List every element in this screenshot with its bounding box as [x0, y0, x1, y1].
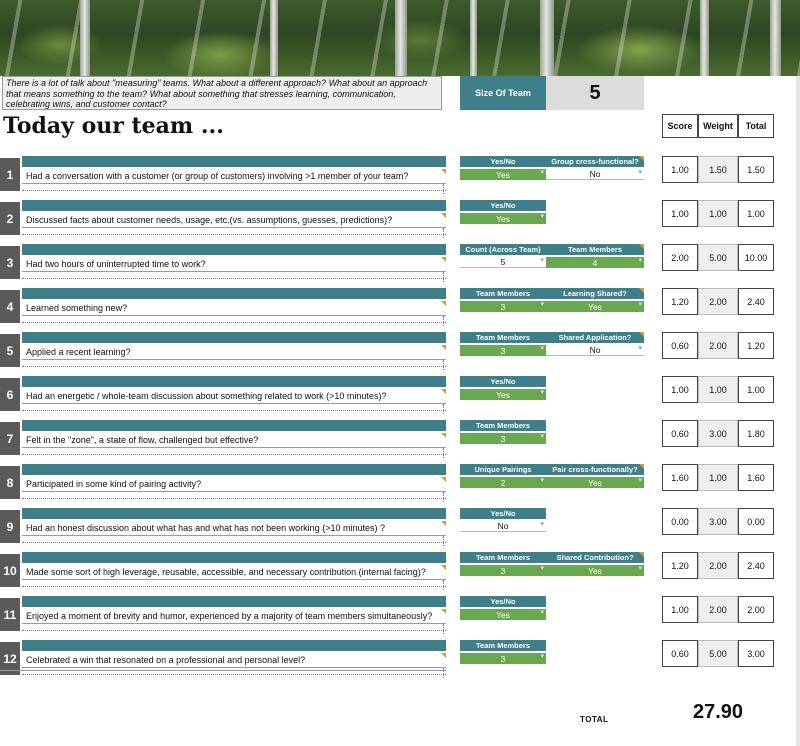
row-separator [22, 674, 446, 675]
tree-trunk [470, 0, 477, 76]
tree-trunk [770, 0, 781, 76]
question-text: Had an honest discussion about what has and what has not been working (>10 minutes) ? [22, 521, 446, 536]
question-text: Learned something new? [22, 301, 446, 316]
size-of-team-label: Size Of Team [460, 76, 546, 110]
cell-border [443, 316, 444, 326]
row-separator [22, 542, 446, 543]
row-total-cell: 3.00 [738, 640, 774, 667]
question-header-bar [22, 156, 446, 167]
column-1-header: Team Members [460, 332, 546, 343]
score-cell: 1.20 [662, 288, 698, 315]
row-separator [22, 410, 446, 411]
column-1-header: Yes/No [460, 156, 546, 167]
question-text: Made some sort of high leverage, reusable, accessible, and necessary contribution (internal facing)? [22, 565, 446, 580]
column-1-header: Team Members [460, 640, 546, 651]
score-cell: 0.00 [662, 508, 698, 535]
row-separator [22, 630, 446, 631]
column-1-value-dropdown[interactable]: Yes ▾ [460, 169, 546, 180]
question-header-bar [22, 200, 446, 211]
column-2-header: Group cross-functional? [546, 156, 644, 167]
row-total-cell: 1.00 [738, 376, 774, 403]
column-1-value-dropdown[interactable]: No ▾ [460, 521, 546, 532]
question-text: Celebrated a win that resonated on a professional and personal level? [22, 653, 446, 668]
column-1-header: Yes/No [460, 200, 546, 211]
question-number: 6 [0, 378, 20, 411]
row-separator [22, 586, 446, 587]
column-1-header: Count (Across Team) [460, 244, 546, 255]
tree-trunk [270, 0, 278, 76]
weight-cell[interactable]: 2.00 [698, 552, 738, 579]
row-total-cell: 0.00 [738, 508, 774, 535]
score-cell: 0.60 [662, 332, 698, 359]
column-1-header: Team Members [460, 552, 546, 563]
column-1-header: Yes/No [460, 508, 546, 519]
question-number: 12 [0, 642, 20, 675]
weight-cell[interactable]: 1.50 [698, 156, 738, 183]
page-title: Today our team ... [3, 113, 224, 139]
question-header-bar [22, 464, 446, 475]
question-number: 3 [0, 246, 20, 279]
column-2-value-dropdown[interactable]: Yes ▾ [546, 477, 644, 488]
question-text: Had two hours of uninterrupted time to work? [22, 257, 446, 272]
total-value: 27.90 [692, 701, 744, 723]
question-header-bar [22, 596, 446, 607]
weight-cell[interactable]: 5.00 [698, 244, 738, 271]
question-header-bar [22, 640, 446, 651]
total-header: Total [738, 114, 774, 138]
column-1-value-dropdown[interactable]: 3 ▾ [460, 345, 546, 356]
weight-cell[interactable]: 2.00 [698, 288, 738, 315]
row-separator [22, 498, 446, 499]
score-cell: 2.00 [662, 244, 698, 271]
cell-border [443, 272, 444, 282]
intro-text: There is a lot of talk about "measuring" teams. What about a different approach? What about an approach that means something to the team? What about something that stresses learning, communication, celebrating wins, and customer contact? [2, 76, 442, 110]
question-header-bar [22, 244, 446, 255]
weight-cell[interactable]: 3.00 [698, 420, 738, 447]
column-1-value-dropdown[interactable]: 2 ▾ [460, 477, 546, 488]
question-number: 2 [0, 202, 20, 235]
row-separator [22, 454, 446, 455]
column-2-value-dropdown[interactable]: Yes ▾ [546, 565, 644, 576]
column-2-header: Shared Application? [546, 332, 644, 343]
question-header-bar [22, 552, 446, 563]
row-total-cell: 2.40 [738, 288, 774, 315]
row-separator [22, 190, 446, 191]
total-label: TOTAL [580, 715, 609, 724]
column-1-value-dropdown[interactable]: 3 ▾ [460, 433, 546, 444]
question-text: Participated in some kind of pairing activity? [22, 477, 446, 492]
question-number: 8 [0, 466, 20, 499]
column-1-value-dropdown[interactable]: 3 ▾ [460, 565, 546, 576]
weight-cell[interactable]: 2.00 [698, 596, 738, 623]
score-cell: 1.00 [662, 156, 698, 183]
question-text: Applied a recent learning? [22, 345, 446, 360]
question-header-bar [22, 288, 446, 299]
tree-trunk [700, 0, 709, 76]
question-text: Discussed facts about customer needs, usage, etc.(vs. assumptions, guesses, predictions)? [22, 213, 446, 228]
column-2-header: Shared Contribution? [546, 552, 644, 563]
cell-border [443, 536, 444, 546]
cell-border [443, 360, 444, 370]
column-1-header: Yes/No [460, 596, 546, 607]
question-header-bar [22, 332, 446, 343]
cell-border [443, 448, 444, 458]
score-cell: 1.00 [662, 596, 698, 623]
weight-cell[interactable]: 1.00 [698, 464, 738, 491]
column-1-value-dropdown[interactable]: 3 ▾ [460, 653, 546, 664]
row-total-cell: 2.40 [738, 552, 774, 579]
table-bottom-rule [0, 670, 446, 671]
row-separator [22, 278, 446, 279]
cell-border [443, 228, 444, 238]
cell-border [443, 184, 444, 194]
column-2-header: Learning Shared? [546, 288, 644, 299]
cell-border [443, 624, 444, 634]
column-1-value-dropdown[interactable]: Yes ▾ [460, 213, 546, 224]
column-1-header: Team Members [460, 420, 546, 431]
cell-border [443, 580, 444, 590]
column-1-header: Team Members [460, 288, 546, 299]
page-edge [796, 76, 800, 746]
score-cell: 0.60 [662, 420, 698, 447]
column-2-header: Pair cross-functionally? [546, 464, 644, 475]
row-separator [22, 234, 446, 235]
question-text: Enjoyed a moment of brevity and humor, experienced by a majority of team members simultaneously? [22, 609, 446, 624]
score-cell: 1.00 [662, 200, 698, 227]
tree-trunk [80, 0, 90, 76]
row-separator [22, 322, 446, 323]
cell-border [443, 404, 444, 414]
weight-header: Weight [698, 114, 738, 138]
question-header-bar [22, 420, 446, 431]
score-header: Score [662, 114, 698, 138]
question-number: 4 [0, 290, 20, 323]
column-1-header: Yes/No [460, 376, 546, 387]
row-total-cell: 1.80 [738, 420, 774, 447]
weight-cell[interactable]: 2.00 [698, 332, 738, 359]
column-2-value-dropdown[interactable]: Yes ▾ [546, 301, 644, 312]
question-number: 5 [0, 334, 20, 367]
score-cell: 1.60 [662, 464, 698, 491]
question-text: Had an energetic / whole-team discussion about something related to work (>10 minutes)? [22, 389, 446, 404]
question-header-bar [22, 376, 446, 387]
cell-border [443, 492, 444, 502]
weight-cell[interactable]: 1.00 [698, 376, 738, 403]
tree-trunk [395, 0, 407, 76]
question-number: 10 [0, 554, 20, 587]
score-cell: 0.60 [662, 640, 698, 667]
weight-cell[interactable]: 3.00 [698, 508, 738, 535]
question-header-bar [22, 508, 446, 519]
tree-trunk [540, 0, 554, 76]
forest-banner-image [0, 0, 800, 76]
row-total-cell: 2.00 [738, 596, 774, 623]
question-number: 7 [0, 422, 20, 455]
column-1-value-dropdown[interactable]: 5 ▾ [460, 257, 546, 268]
column-2-header: Team Members [546, 244, 644, 255]
row-total-cell: 1.20 [738, 332, 774, 359]
question-number: 11 [0, 598, 20, 631]
column-2-value-dropdown[interactable]: No ▾ [546, 169, 644, 180]
column-1-value-dropdown[interactable]: Yes ▾ [460, 609, 546, 620]
score-cell: 1.20 [662, 552, 698, 579]
row-separator [22, 366, 446, 367]
column-2-value-dropdown[interactable]: No ▾ [546, 345, 644, 356]
weight-cell[interactable]: 5.00 [698, 640, 738, 667]
row-total-cell: 1.00 [738, 200, 774, 227]
column-1-value-dropdown[interactable]: Yes ▾ [460, 389, 546, 400]
row-total-cell: 10.00 [738, 244, 774, 271]
column-1-header: Unique Pairings [460, 464, 546, 475]
question-text: Felt in the "zone", a state of flow, challenged but effective? [22, 433, 446, 448]
row-total-cell: 1.50 [738, 156, 774, 183]
column-2-value-dropdown[interactable]: 4 ▾ [546, 257, 644, 268]
question-number: 1 [0, 158, 20, 191]
weight-cell[interactable]: 1.00 [698, 200, 738, 227]
column-1-value-dropdown[interactable]: 3 ▾ [460, 301, 546, 312]
row-total-cell: 1.60 [738, 464, 774, 491]
question-number: 9 [0, 510, 20, 543]
question-text: Had a conversation with a customer (or group of customers) involving >1 member of your team? [22, 169, 446, 184]
size-of-team-value[interactable]: 5 [546, 76, 644, 110]
score-cell: 1.00 [662, 376, 698, 403]
